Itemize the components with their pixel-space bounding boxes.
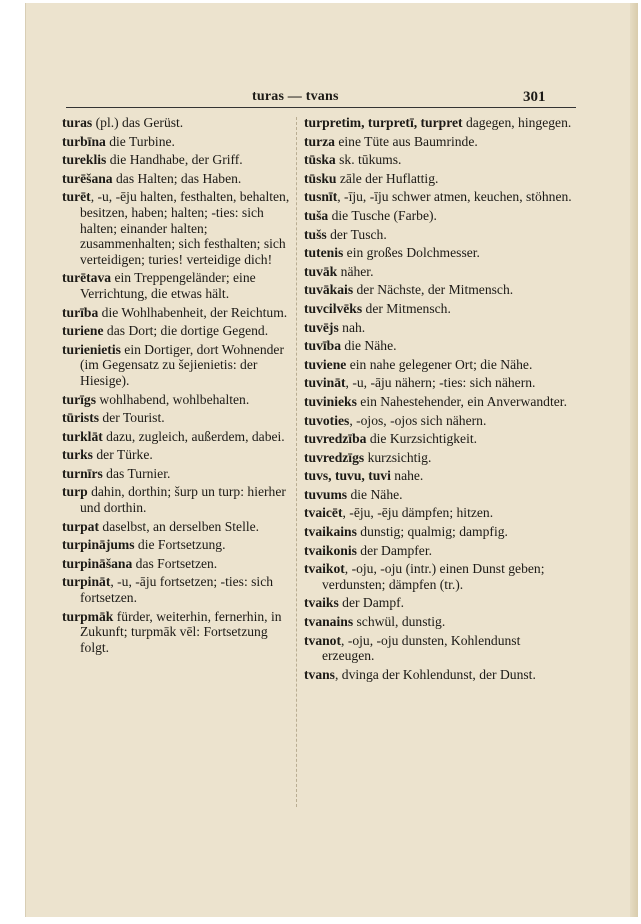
entry-headword: turiene bbox=[62, 323, 104, 339]
entry-headword: tusnīt bbox=[304, 189, 338, 205]
entry-headword: tuvāk bbox=[304, 263, 338, 279]
entry-definition: , -u, -āju nähern; -ties: sich nähern. bbox=[345, 375, 536, 391]
dictionary-entry bbox=[62, 574, 300, 605]
dictionary-entry bbox=[304, 394, 574, 410]
header-rule bbox=[66, 107, 576, 108]
entry-definition: der Tourist. bbox=[99, 410, 165, 426]
entry-definition: , -ojos, -ojos sich nähern. bbox=[349, 412, 487, 428]
page-edge bbox=[630, 3, 638, 917]
entry-definition: das Dort; die dortige Gegend. bbox=[103, 323, 269, 339]
dictionary-entry bbox=[62, 392, 300, 408]
entry-definition: , -u, -āju fortsetzen; -ties: sich fortsetzen. bbox=[80, 574, 274, 606]
entry-headword: turnīrs bbox=[62, 465, 103, 481]
entry-headword: tuvējs bbox=[304, 319, 339, 335]
entry-headword: tūska bbox=[304, 152, 336, 168]
right-column bbox=[304, 115, 574, 685]
entry-definition: ein Dortiger, dort Wohnender (im Gegensatz zu šejienietis: der Hiesige). bbox=[80, 341, 284, 388]
dictionary-entry bbox=[62, 115, 300, 131]
entry-headword: tuvākais bbox=[304, 282, 354, 298]
dictionary-entry bbox=[304, 264, 574, 280]
page-number: 301 bbox=[523, 89, 546, 105]
entry-headword: tvaikot bbox=[304, 561, 345, 577]
entry-headword: turpināšana bbox=[62, 555, 133, 571]
entry-headword: tuvinieks bbox=[304, 393, 357, 409]
entry-definition: ein großes Dolchmesser. bbox=[343, 245, 480, 261]
dictionary-entry bbox=[304, 189, 574, 205]
entry-headword: tūrists bbox=[62, 410, 100, 426]
dictionary-entry bbox=[304, 375, 574, 391]
dictionary-entry bbox=[62, 537, 300, 553]
dictionary-entry bbox=[62, 134, 300, 150]
entry-headword: tuvība bbox=[304, 338, 342, 354]
dictionary-entry bbox=[304, 431, 574, 447]
entry-headword: tušs bbox=[304, 226, 327, 242]
dictionary-entry bbox=[62, 609, 300, 656]
entry-definition: die Handhabe, der Griff. bbox=[106, 152, 243, 168]
dictionary-entry bbox=[62, 410, 300, 426]
entry-headword: turpināt bbox=[62, 574, 111, 590]
dictionary-entry bbox=[304, 524, 574, 540]
entry-headword: turp bbox=[62, 484, 88, 500]
dictionary-entry bbox=[304, 505, 574, 521]
entry-headword: tuvcilvēks bbox=[304, 300, 363, 316]
dictionary-entry bbox=[62, 270, 300, 301]
dictionary-entry bbox=[304, 357, 574, 373]
dictionary-entry bbox=[62, 447, 300, 463]
entry-definition: dahin, dorthin; šurp un turp: hierher und dorthin. bbox=[80, 484, 286, 516]
entry-definition: fürder, weiterhin, fernerhin, in Zukunft; turpmāk vēl: Fortsetzung folgt. bbox=[80, 608, 282, 655]
entry-headword: turēšana bbox=[62, 170, 113, 186]
entry-definition: die Nähe. bbox=[341, 338, 397, 354]
entry-definition: (pl.) das Gerüst. bbox=[92, 115, 184, 130]
dictionary-entry bbox=[304, 413, 574, 429]
entry-definition: zāle der Huflattig. bbox=[336, 170, 439, 186]
dictionary-entry bbox=[304, 595, 574, 611]
dictionary-entry bbox=[62, 171, 300, 187]
entry-definition: dagegen, hingegen. bbox=[462, 115, 572, 130]
entry-headword: tvaikonis bbox=[304, 542, 357, 558]
dictionary-entry bbox=[62, 556, 300, 572]
entry-definition: die Nähe. bbox=[347, 486, 403, 502]
entry-definition: der Mitmensch. bbox=[362, 300, 451, 316]
entry-headword: tureklis bbox=[62, 152, 107, 168]
dictionary-page bbox=[25, 3, 638, 917]
entry-definition: ein nahe gelegener Ort; die Nähe. bbox=[346, 356, 533, 372]
entry-definition: die Fortsetzung. bbox=[134, 537, 226, 553]
entry-headword: tuvums bbox=[304, 486, 348, 502]
dictionary-entry bbox=[304, 245, 574, 261]
dictionary-entry bbox=[304, 171, 574, 187]
dictionary-entry bbox=[62, 152, 300, 168]
entry-definition: kurzsichtig. bbox=[364, 449, 432, 465]
entry-definition: , dvinga der Kohlendunst, der Dunst. bbox=[334, 666, 536, 682]
entry-headword: turība bbox=[62, 304, 99, 320]
entry-headword: tuvināt bbox=[304, 375, 346, 391]
entry-definition: das Turnier. bbox=[102, 465, 171, 481]
entry-definition: näher. bbox=[337, 263, 374, 279]
entry-definition: , -u, -ēju halten, festhalten, behalten, besitzen, haben; halten; -ties: sich halten; einander halten; zusammenhalten; sich festhalten; sich verteidigen; turies! verteidige dich! bbox=[80, 189, 290, 267]
entry-headword: turks bbox=[62, 447, 93, 463]
dictionary-entry bbox=[304, 208, 574, 224]
entry-definition: dunstig; qualmig; dampfig. bbox=[356, 524, 508, 540]
dictionary-entry bbox=[304, 633, 574, 664]
dictionary-entry bbox=[304, 320, 574, 336]
entry-definition: , -īju, -īju schwer atmen, keuchen, stöhnen. bbox=[337, 189, 572, 205]
entry-definition: die Tusche (Farbe). bbox=[328, 207, 437, 223]
dictionary-entry bbox=[62, 429, 300, 445]
entry-headword: turpmāk bbox=[62, 608, 114, 624]
column-divider bbox=[296, 117, 297, 807]
dictionary-entry bbox=[304, 543, 574, 559]
dictionary-entry bbox=[304, 561, 574, 592]
dictionary-entry bbox=[304, 152, 574, 168]
entry-headword: turienietis bbox=[62, 341, 121, 357]
dictionary-entry bbox=[304, 667, 574, 683]
entry-definition: der Dampfer. bbox=[356, 542, 433, 558]
entry-headword: turpinājums bbox=[62, 537, 135, 553]
entry-headword: tvanains bbox=[304, 614, 354, 630]
entry-definition: das Fortsetzen. bbox=[132, 555, 218, 571]
entry-definition: das Halten; das Haben. bbox=[112, 170, 242, 186]
entry-definition: ein Nahestehender, ein Anverwandter. bbox=[356, 393, 567, 409]
entry-definition: dazu, zugleich, außerdem, dabei. bbox=[102, 428, 285, 444]
entry-headword: turza bbox=[304, 133, 335, 149]
left-column bbox=[62, 115, 300, 658]
running-header: turas — tvans bbox=[252, 89, 339, 104]
dictionary-entry bbox=[304, 134, 574, 150]
entry-definition: ein Treppengeländer; eine Verrichtung, die etwas hält. bbox=[80, 270, 256, 301]
entry-headword: turpat bbox=[62, 518, 100, 534]
entry-definition: , -ēju, -ēju dämpfen; hitzen. bbox=[342, 505, 494, 521]
entry-headword: turbīna bbox=[62, 133, 106, 149]
entry-definition: der Dampf. bbox=[338, 595, 405, 611]
entry-headword: tuvredzība bbox=[304, 431, 367, 447]
entry-definition: wohlhabend, wohlbehalten. bbox=[95, 391, 250, 407]
entry-headword: turpretim, turpretī, turpret bbox=[304, 115, 463, 130]
entry-headword: tvaicēt bbox=[304, 505, 343, 521]
entry-headword: turēt bbox=[62, 189, 91, 205]
entry-headword: tvanot bbox=[304, 632, 342, 648]
dictionary-entry bbox=[304, 227, 574, 243]
dictionary-entry bbox=[304, 301, 574, 317]
dictionary-entry bbox=[304, 338, 574, 354]
entry-definition: die Turbine. bbox=[105, 133, 175, 149]
entry-definition: nahe. bbox=[390, 468, 424, 484]
dictionary-entry bbox=[62, 189, 300, 267]
entry-headword: tvans bbox=[304, 666, 335, 682]
entry-headword: tuvoties bbox=[304, 412, 350, 428]
dictionary-entry bbox=[62, 466, 300, 482]
entry-headword: tuša bbox=[304, 207, 329, 223]
entry-headword: tvaiks bbox=[304, 595, 339, 611]
dictionary-entry bbox=[62, 519, 300, 535]
dictionary-entry bbox=[62, 484, 300, 515]
entry-definition: der Türke. bbox=[92, 447, 153, 463]
dictionary-entry bbox=[62, 305, 300, 321]
entry-headword: tutenis bbox=[304, 245, 344, 261]
entry-definition: der Tusch. bbox=[326, 226, 387, 242]
entry-definition: die Wohlhabenheit, der Reichtum. bbox=[98, 304, 288, 320]
entry-headword: tuviene bbox=[304, 356, 347, 372]
dictionary-entry bbox=[304, 487, 574, 503]
entry-headword: tūsku bbox=[304, 170, 337, 186]
entry-headword: turīgs bbox=[62, 391, 96, 407]
dictionary-entry bbox=[62, 323, 300, 339]
dictionary-entry bbox=[304, 282, 574, 298]
entry-headword: tuvredzīgs bbox=[304, 449, 365, 465]
dictionary-entry bbox=[304, 468, 574, 484]
entry-headword: tvaikains bbox=[304, 524, 357, 540]
entry-headword: turklāt bbox=[62, 428, 103, 444]
entry-definition: sk. tūkums. bbox=[335, 152, 402, 168]
entry-definition: schwül, dunstig. bbox=[353, 614, 446, 630]
entry-definition: eine Tüte aus Baumrinde. bbox=[334, 133, 478, 149]
entry-definition: daselbst, an derselben Stelle. bbox=[99, 518, 260, 534]
dictionary-entry bbox=[304, 450, 574, 466]
entry-definition: der Nächste, der Mitmensch. bbox=[353, 282, 514, 298]
entry-definition: die Kurzsichtigkeit. bbox=[366, 431, 478, 447]
dictionary-entry bbox=[304, 614, 574, 630]
entry-headword: turētava bbox=[62, 270, 112, 286]
entry-definition: , -oju, -oju (intr.) einen Dunst geben; verdunsten; dämpfen (tr.). bbox=[322, 561, 545, 592]
dictionary-entry bbox=[62, 342, 300, 389]
dictionary-entry bbox=[304, 115, 574, 131]
entry-definition: nah. bbox=[338, 319, 366, 335]
entry-headword: turas bbox=[62, 115, 93, 130]
entry-headword: tuvs, tuvu, tuvi bbox=[304, 468, 391, 484]
entry-definition: , -oju, -oju dunsten, Kohlendunst erzeugen. bbox=[322, 632, 521, 664]
